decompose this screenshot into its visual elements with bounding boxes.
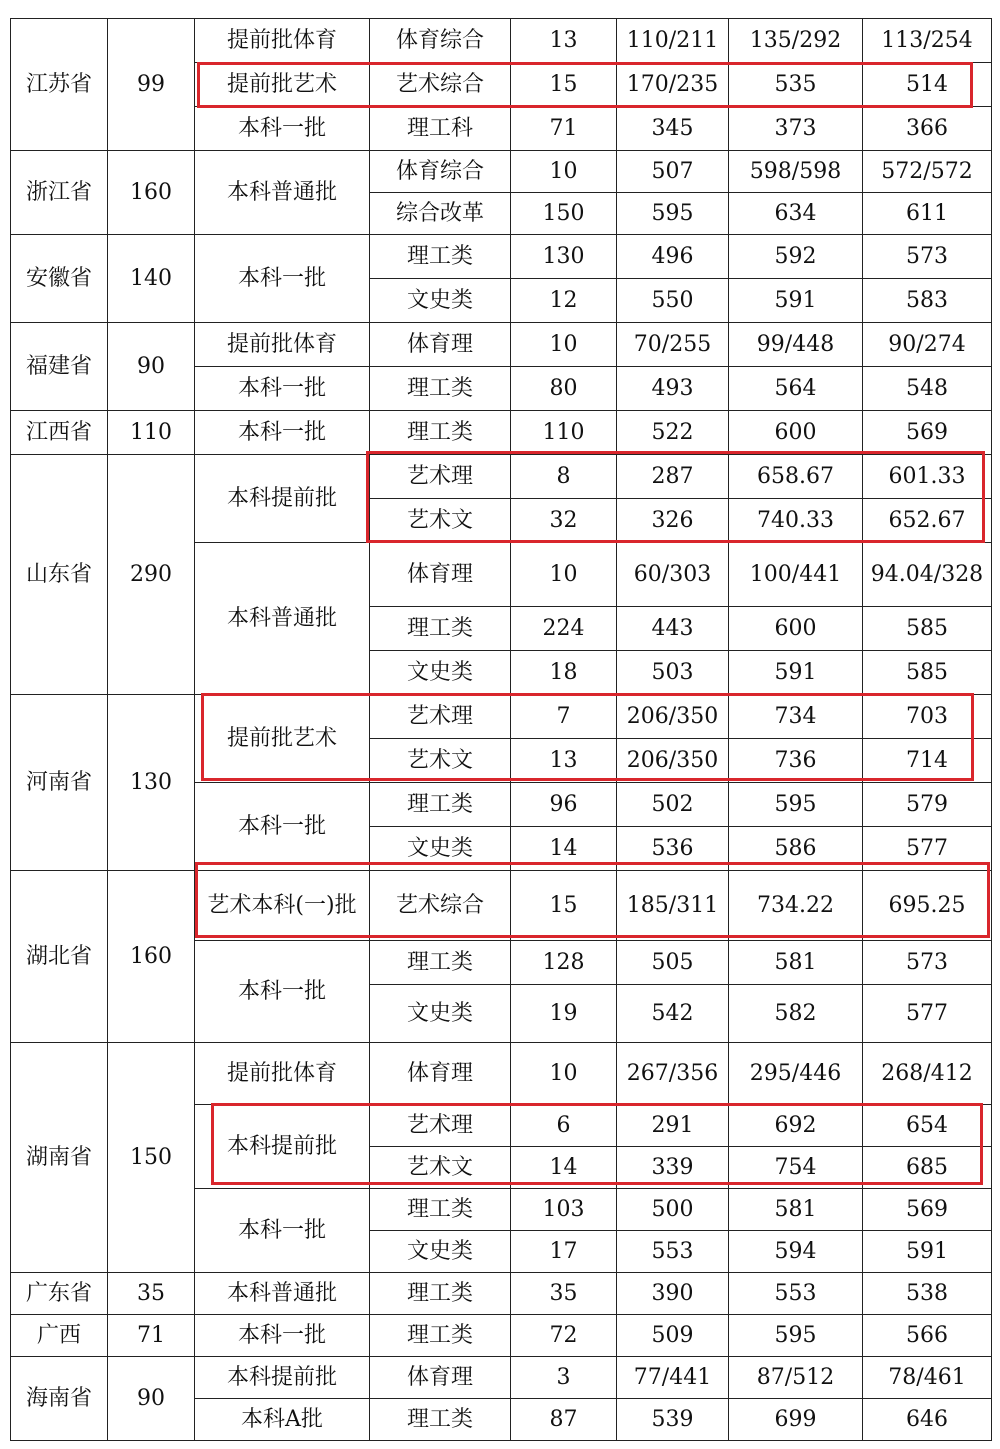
table-row: [11, 695, 992, 739]
table-cell: 12: [511, 279, 617, 323]
table-row: [11, 19, 992, 63]
table-cell: 体育理: [370, 543, 511, 607]
table-cell: 740.33: [729, 499, 863, 543]
table-cell: 130: [511, 235, 617, 279]
table-cell: 本科A批: [195, 1399, 370, 1441]
table-cell: 理工类: [370, 1189, 511, 1231]
table-cell: 345: [617, 107, 729, 151]
table-cell: 湖北省: [11, 871, 108, 1043]
table-cell: 艺术综合: [370, 63, 511, 107]
table-cell: 754: [729, 1147, 863, 1189]
table-cell: 185/311: [617, 871, 729, 941]
table-row: [11, 323, 992, 367]
table-cell: 595: [617, 193, 729, 235]
table-cell: 文史类: [370, 651, 511, 695]
table-cell: 安徽省: [11, 235, 108, 323]
table-cell: 90: [108, 1357, 195, 1441]
table-cell: 160: [108, 151, 195, 235]
table-cell: 湖南省: [11, 1043, 108, 1273]
table-cell: 山东省: [11, 455, 108, 695]
table-cell: 595: [729, 783, 863, 827]
table-cell: 548: [863, 367, 992, 411]
table-cell: 本科一批: [195, 367, 370, 411]
table-cell: 体育综合: [370, 19, 511, 63]
table-cell: 658.67: [729, 455, 863, 499]
table-cell: 503: [617, 651, 729, 695]
table-cell: 652.67: [863, 499, 992, 543]
table-cell: 本科提前批: [195, 455, 370, 543]
table-cell: 539: [617, 1399, 729, 1441]
table-cell: 582: [729, 985, 863, 1043]
table-cell: 理工类: [370, 367, 511, 411]
table-cell: 573: [863, 235, 992, 279]
table-cell: 160: [108, 871, 195, 1043]
table-cell: 理工类: [370, 411, 511, 455]
table-cell: 366: [863, 107, 992, 151]
table-cell: 572/572: [863, 151, 992, 193]
table-cell: 291: [617, 1105, 729, 1147]
table-cell: 591: [729, 651, 863, 695]
table-cell: 77/441: [617, 1357, 729, 1399]
table-cell: 536: [617, 827, 729, 871]
table-cell: 206/350: [617, 739, 729, 783]
table-cell: 339: [617, 1147, 729, 1189]
table-cell: 17: [511, 1231, 617, 1273]
table-cell: 535: [729, 63, 863, 107]
table-cell: 290: [108, 455, 195, 695]
table-cell: 714: [863, 739, 992, 783]
table-cell: 113/254: [863, 19, 992, 63]
table-row: [11, 1273, 992, 1315]
table-cell: 10: [511, 543, 617, 607]
table-cell: 150: [108, 1043, 195, 1273]
table-cell: 577: [863, 827, 992, 871]
table-cell: 71: [511, 107, 617, 151]
table-cell: 体育理: [370, 1357, 511, 1399]
table-row: [11, 411, 992, 455]
table-cell: 110: [511, 411, 617, 455]
table-cell: 595: [729, 1315, 863, 1357]
table-cell: 522: [617, 411, 729, 455]
table-cell: 浙江省: [11, 151, 108, 235]
table-cell: 90/274: [863, 323, 992, 367]
table-cell: 71: [108, 1315, 195, 1357]
table-cell: 14: [511, 1147, 617, 1189]
table-cell: 507: [617, 151, 729, 193]
table-cell: 18: [511, 651, 617, 695]
table-cell: 广西: [11, 1315, 108, 1357]
table-cell: 135/292: [729, 19, 863, 63]
table-cell: 110/211: [617, 19, 729, 63]
table-cell: 594: [729, 1231, 863, 1273]
table-cell: 70/255: [617, 323, 729, 367]
table-cell: 本科一批: [195, 783, 370, 871]
table-cell: 本科一批: [195, 1315, 370, 1357]
table-cell: 150: [511, 193, 617, 235]
table-cell: 553: [729, 1273, 863, 1315]
table-cell: 573: [863, 941, 992, 985]
table-cell: 10: [511, 323, 617, 367]
table-cell: 江西省: [11, 411, 108, 455]
table-cell: 583: [863, 279, 992, 323]
table-cell: 509: [617, 1315, 729, 1357]
table-cell: 理工类: [370, 1315, 511, 1357]
table-cell: 理工类: [370, 941, 511, 985]
table-cell: 80: [511, 367, 617, 411]
table-cell: 本科普通批: [195, 543, 370, 695]
table-cell: 634: [729, 193, 863, 235]
table-cell: 685: [863, 1147, 992, 1189]
table-cell: 15: [511, 871, 617, 941]
table-cell: 14: [511, 827, 617, 871]
table-cell: 577: [863, 985, 992, 1043]
table-cell: 35: [108, 1273, 195, 1315]
table-row: [11, 871, 992, 941]
table-row: [11, 235, 992, 279]
table-cell: 170/235: [617, 63, 729, 107]
table-cell: 287: [617, 455, 729, 499]
table-cell: 600: [729, 607, 863, 651]
table-cell: 598/598: [729, 151, 863, 193]
table-cell: 体育理: [370, 1043, 511, 1105]
table-cell: 703: [863, 695, 992, 739]
table-cell: 99/448: [729, 323, 863, 367]
table-cell: 理工类: [370, 1399, 511, 1441]
table-cell: 736: [729, 739, 863, 783]
table-cell: 443: [617, 607, 729, 651]
table-cell: 理工类: [370, 783, 511, 827]
table-cell: 579: [863, 783, 992, 827]
table-cell: 692: [729, 1105, 863, 1147]
table-cell: 艺术综合: [370, 871, 511, 941]
table-cell: 569: [863, 411, 992, 455]
table-cell: 646: [863, 1399, 992, 1441]
table-cell: 581: [729, 941, 863, 985]
table-cell: 206/350: [617, 695, 729, 739]
table-cell: 本科一批: [195, 235, 370, 323]
table-cell: 广东省: [11, 1273, 108, 1315]
table-cell: 体育理: [370, 323, 511, 367]
table-cell: 295/446: [729, 1043, 863, 1105]
table-cell: 综合改革: [370, 193, 511, 235]
table-cell: 72: [511, 1315, 617, 1357]
table-row: [11, 1043, 992, 1105]
table-row: [11, 1315, 992, 1357]
table-cell: 3: [511, 1357, 617, 1399]
table-row: [11, 151, 992, 193]
table-cell: 493: [617, 367, 729, 411]
table-cell: 585: [863, 651, 992, 695]
table-cell: 艺术理: [370, 695, 511, 739]
table-cell: 500: [617, 1189, 729, 1231]
table-cell: 艺术理: [370, 455, 511, 499]
table-cell: 7: [511, 695, 617, 739]
table-cell: 艺术理: [370, 1105, 511, 1147]
table-row: [11, 455, 992, 499]
table-cell: 538: [863, 1273, 992, 1315]
table-cell: 海南省: [11, 1357, 108, 1441]
table-cell: 理工类: [370, 607, 511, 651]
table-cell: 591: [863, 1231, 992, 1273]
table-cell: 699: [729, 1399, 863, 1441]
table-cell: 140: [108, 235, 195, 323]
table-cell: 理工类: [370, 235, 511, 279]
table-cell: 本科一批: [195, 1189, 370, 1273]
table-cell: 611: [863, 193, 992, 235]
table-cell: 提前批体育: [195, 1043, 370, 1105]
table-cell: 592: [729, 235, 863, 279]
table-cell: 96: [511, 783, 617, 827]
table-cell: 550: [617, 279, 729, 323]
table-cell: 提前批体育: [195, 323, 370, 367]
table-cell: 87: [511, 1399, 617, 1441]
table-cell: 60/303: [617, 543, 729, 607]
table-body: [11, 19, 992, 1441]
table-cell: 128: [511, 941, 617, 985]
table-cell: 13: [511, 739, 617, 783]
table-cell: 87/512: [729, 1357, 863, 1399]
table-cell: 本科一批: [195, 107, 370, 151]
table-cell: 本科提前批: [195, 1105, 370, 1189]
table-cell: 10: [511, 151, 617, 193]
table-cell: 本科普通批: [195, 1273, 370, 1315]
table-cell: 569: [863, 1189, 992, 1231]
table-cell: 224: [511, 607, 617, 651]
table-cell: 514: [863, 63, 992, 107]
table-cell: 94.04/328: [863, 543, 992, 607]
table-cell: 542: [617, 985, 729, 1043]
table-cell: 566: [863, 1315, 992, 1357]
table-cell: 601.33: [863, 455, 992, 499]
table-cell: 267/356: [617, 1043, 729, 1105]
table-cell: 581: [729, 1189, 863, 1231]
table-cell: 35: [511, 1273, 617, 1315]
table-cell: 19: [511, 985, 617, 1043]
table-cell: 585: [863, 607, 992, 651]
table-cell: 734.22: [729, 871, 863, 941]
table-cell: 福建省: [11, 323, 108, 411]
table-cell: 99: [108, 19, 195, 151]
table-cell: 130: [108, 695, 195, 871]
table-cell: 理工类: [370, 1273, 511, 1315]
table-cell: 本科普通批: [195, 151, 370, 235]
table-cell: 695.25: [863, 871, 992, 941]
table-cell: 本科提前批: [195, 1357, 370, 1399]
table-cell: 505: [617, 941, 729, 985]
table-cell: 艺术本科(一)批: [195, 871, 370, 941]
table-cell: 提前批艺术: [195, 63, 370, 107]
table-cell: 艺术文: [370, 1147, 511, 1189]
table-cell: 15: [511, 63, 617, 107]
table-row: [11, 1357, 992, 1399]
table-cell: 496: [617, 235, 729, 279]
table-cell: 654: [863, 1105, 992, 1147]
table-cell: 体育综合: [370, 151, 511, 193]
table-cell: 本科一批: [195, 941, 370, 1043]
table-cell: 591: [729, 279, 863, 323]
admission-scores-table: [10, 18, 992, 1441]
table-cell: 理工科: [370, 107, 511, 151]
table-cell: 艺术文: [370, 739, 511, 783]
table-cell: 90: [108, 323, 195, 411]
table-cell: 600: [729, 411, 863, 455]
table-cell: 390: [617, 1273, 729, 1315]
table-cell: 文史类: [370, 279, 511, 323]
table-cell: 河南省: [11, 695, 108, 871]
table-cell: 10: [511, 1043, 617, 1105]
table-cell: 13: [511, 19, 617, 63]
table-cell: 78/461: [863, 1357, 992, 1399]
table-cell: 江苏省: [11, 19, 108, 151]
table-cell: 文史类: [370, 1231, 511, 1273]
table-cell: 734: [729, 695, 863, 739]
table-cell: 502: [617, 783, 729, 827]
table-cell: 艺术文: [370, 499, 511, 543]
table-cell: 110: [108, 411, 195, 455]
table-cell: 提前批体育: [195, 19, 370, 63]
table-cell: 268/412: [863, 1043, 992, 1105]
table-cell: 32: [511, 499, 617, 543]
table-cell: 553: [617, 1231, 729, 1273]
table-cell: 提前批艺术: [195, 695, 370, 783]
table-cell: 6: [511, 1105, 617, 1147]
table-cell: 373: [729, 107, 863, 151]
table-cell: 文史类: [370, 985, 511, 1043]
table-cell: 326: [617, 499, 729, 543]
table-cell: 8: [511, 455, 617, 499]
table-cell: 文史类: [370, 827, 511, 871]
table-cell: 564: [729, 367, 863, 411]
table-cell: 103: [511, 1189, 617, 1231]
table-cell: 本科一批: [195, 411, 370, 455]
table-cell: 586: [729, 827, 863, 871]
table-cell: 100/441: [729, 543, 863, 607]
